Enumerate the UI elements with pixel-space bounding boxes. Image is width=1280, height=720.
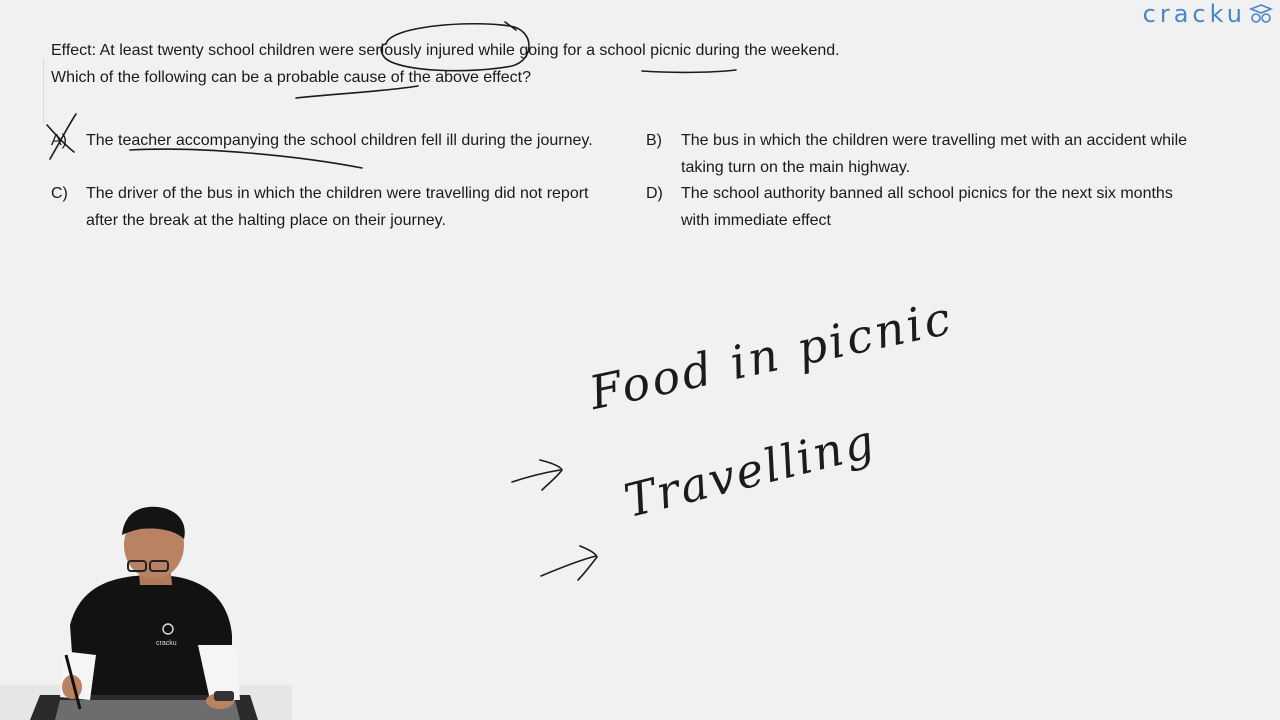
- arrow-mark: [541, 556, 596, 576]
- option-text-line: The driver of the bus in which the children were travelling did not report: [86, 185, 589, 202]
- option-text-line: taking turn on the main highway.: [681, 159, 911, 176]
- cracku-logo: [1143, 0, 1274, 28]
- question-effect: Effect: At least twenty school children were seriously injured while going for a school picnic during the weekend.: [51, 42, 840, 59]
- question-prompt: Which of the following can be a probable cause of the above effect?: [51, 69, 532, 86]
- handwritten-note-1: Food in picnic: [584, 290, 958, 420]
- tick-mark: [505, 22, 516, 30]
- option-text-line: The teacher accompanying the school children fell ill during the journey.: [86, 132, 593, 149]
- option-text-line: after the break at the halting place on their journey.: [86, 212, 446, 229]
- option-text-line: with immediate effect: [681, 212, 831, 229]
- question-block: [51, 37, 840, 91]
- brand-name: cracku: [1142, 0, 1246, 28]
- presenter-video: [0, 505, 292, 720]
- option-letter: B): [646, 132, 662, 149]
- option-letter: A): [51, 132, 67, 149]
- arrow-mark: [512, 470, 560, 482]
- option-letter: C): [51, 185, 68, 202]
- option-text-line: The school authority banned all school picnics for the next six months: [681, 185, 1173, 202]
- handwritten-note-2: Travelling: [618, 413, 881, 528]
- owl-glasses-icon: [1248, 3, 1274, 25]
- option-letter: D): [646, 185, 663, 202]
- arrow-mark: [540, 460, 562, 490]
- margin-line: [43, 58, 44, 124]
- shirt-logo-text: cracku: [156, 640, 177, 647]
- option-text-line: The bus in which the children were travelling met with an accident while: [681, 132, 1188, 149]
- arrow-mark: [578, 546, 597, 580]
